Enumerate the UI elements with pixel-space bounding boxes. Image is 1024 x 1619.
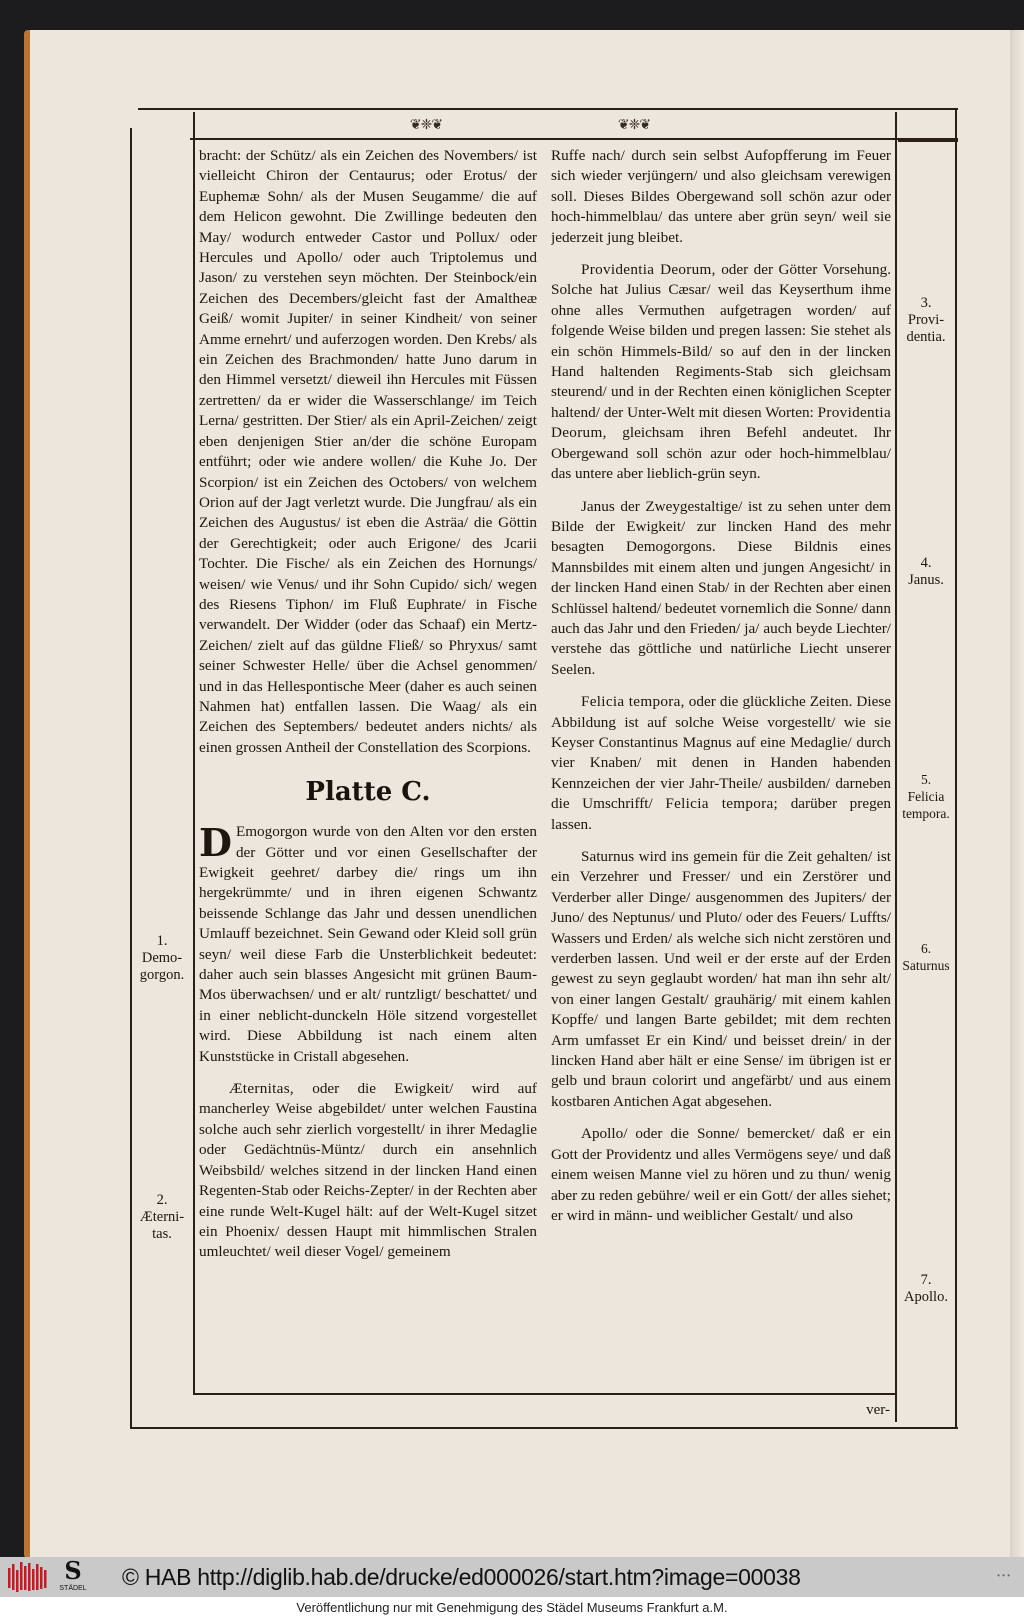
margin-note-label: Apollo.: [904, 1289, 948, 1305]
providentia-heading: Providentia Deorum,: [581, 261, 716, 279]
felicia-text-2: darüber pregen lassen.: [551, 795, 891, 833]
aeternitas-paragraph: [199, 1079, 537, 1263]
staedel-logo-icon: [58, 1558, 88, 1596]
header-ornament-left: ❦❈❦: [409, 117, 443, 133]
margin-note-label: Felicia tempora.: [902, 789, 950, 821]
zodiac-paragraph: bracht: der Schütz/ als ein Zeichen des Novembers/ ist vielleicht Chiron der Centaurus; oder Erotus/ der Euphemæ Sohn/ als der Musen Seugamme/ die auf dem Helicon gewohnt. Die Zwillinge bedeuten den May/ wodurch entweder Castor und Pollux/ oder Hercules und Apollo/ oder auch Triptolemus und Jason/ zu verstehen seyn möchten. Der Steinbock/ein Zeichen des Decembers/gleicht fast der Amaltheæ Geiß/ womit Jupiter/ in seiner Kindheit/ von seiner Amme ernehrt/ und auferzogen worden. Den Krebs/ als ein Zeichen des Brachmonden/ hatte Juno darum in den Himmel versetzt/ dieweil ihn Hercules mit Füssen zertretten/ da er wider die Wasserschlange/ im Teich Lerna/ gestritten. Der Stier/ als ein April-Zeichen/ zeigt eben denjenigen Stier an/der die schöne Europam entführt; oder wie andere wollen/ die Kuhe Jo. Der Scorpion/ ist ein Zeichen des Octobers/ von welchem Orion auf der Jagt verletzt wurde. Die Jungfrau/ als ein Zeichen des Augustus/ ist eben die Asträa/ die Göttin der Gerechtigkeit; oder auch Erigone/ des Jcarii Tochter. Die Fische/ als ein Zeichen des Hornungs/ weisen/ wie Venus/ und ihr Sohn Cupido/ sich/ wegen des Riesens Tiphon/ im Fluß Euphrate/ in Fische verwandelt. Der Widder (oder das Schaaf) ein Mertz-Zeichen/ zielt auf das güldne Fließ/ so Phryxus/ samt seiner Schwester Helle/ über die Achsel genommen/ und in das Hellespontische Meer (daher es auch seinen Nahmen hat) entfallen lassen. Die Waag/ als ein Zeichen des Septembers/ bedeutet anders nichts/ als einen grossen Antheil der Constellation des Scorpions.: [199, 147, 537, 756]
footer-dots: • • •: [997, 1571, 1010, 1580]
providentia-quote: Providentia Deorum,: [551, 403, 891, 442]
demogorgon-paragraph: [199, 822, 537, 1067]
copyright-footer-bar: [0, 1557, 1024, 1597]
demogorgon-text: Emogorgon wurde von den Alten vor den ersten der Götter und vor einen Gesellschafter der Ewigkeit geehret/ darbey die/ rings um ihn hergekrümmte/ und in ihren eigenen Schwantz beissende Schlange das Jahr und dessen unendlichen Umlauff bezeichnet. Sein Gewand oder Kleid soll grün seyn/ weil diese Farb die Unsterblichkeit bedeutet: daher auch sein blasses Angesicht mit grünen Baum-Mos überwachsen/ und er alt/ runtzligt/ beschattet/ und in einer neblicht-dunckeln Höle sitzend vorgestellet wird. Diese Abbildung ist nach einem alten Kunststücke in Cristall abgesehen.: [199, 823, 537, 1065]
drop-cap: D: [199, 820, 232, 866]
margin-note-number: 2.: [156, 1192, 168, 1208]
providentia-text-2: gleichsam ihren Befehl andeutet. Ihr Obergewand soll schön azur oder hoch-himmelblau/ das untere aber lieblich-grün seyn.: [551, 424, 891, 483]
aeternitas-text: oder die Ewigkeit/ wird auf mancherley Weise abgebildet/ unter welchen Faustina solche auch sehr zierlich vorgestellt/ in ihrer Medaglie oder Gedächtnüs-Müntz/ durch ein ansehnlich Weibsbild/ welches sitzend in der lincken Hand einen Regenten-Stab oder Reichs-Zepter/ in der Rechten aber eine runde Welt-Kugel hält: auf der Welt-Kugel sitzet ein Phoenix/ dessen Haupt mit himmlischen Stralen umleuchtet/ weil dieser Vogel/ gemeinem: [199, 1080, 537, 1261]
margin-note-number: 4.: [920, 555, 932, 571]
providentia-text: oder der Götter Vorsehung. Solche hat Julius Cæsar/ weil das Keyserthum ihme ohne alles Vermuthen aufgetragen worden/ auf folgende Weise bilden und pregen lassen: Sie stehet als ein schön Himmels-Bild/ so auf den in der lincken Hand haltenden Regiments-Stab sich gleichsam steurend/ und in der Rechten einen königlichen Scepter haltend/ der Unter-Welt mit diesen Worten:: [551, 261, 891, 421]
providentia-paragraph: [551, 260, 891, 484]
publication-notice: Veröffentlichung nur mit Genehmigung des Städel Museums Frankfurt a.M.: [0, 1597, 1024, 1619]
copyright-url[interactable]: © HAB http://diglib.hab.de/drucke/ed000026/start.htm?image=00038: [122, 1564, 801, 1590]
margin-note-demogorgon: [132, 933, 192, 984]
hab-logo-icon: [6, 1560, 48, 1594]
margin-note-number: 1.: [156, 933, 168, 949]
staedel-logo-name: STÄDEL: [59, 1585, 87, 1592]
page-edge: [1010, 30, 1024, 1560]
margin-note-label: Janus.: [908, 572, 944, 588]
bottom-outer-rule: [130, 1427, 958, 1429]
margin-note-apollo: [896, 1272, 956, 1306]
margin-note-label: Demo- gorgon.: [139, 950, 185, 983]
aeternitas-heading: Æternitas,: [229, 1080, 295, 1098]
apollo-paragraph: Apollo/ oder die Sonne/ bemercket/ daß er ein Gott der Providentz und alles Vermögens seye/ und daß einem weisen Manne viel zu hören und zu thun/ wenig aber zu reden gebühre/ weil er ein Gott/ der alles siehet; er wird in männ- und weiblicher Gestalt/ und also: [551, 1125, 891, 1224]
bottom-rule: [193, 1393, 897, 1395]
margin-note-label: Saturnus: [902, 958, 950, 973]
felicia-quote: Felicia tempora;: [665, 795, 779, 813]
header-ornament-right: ❦❈❦: [617, 117, 651, 133]
margin-note-number: 7.: [920, 1272, 932, 1288]
felicia-heading: Felicia tempora,: [581, 693, 685, 711]
catchword: ver-: [866, 1402, 890, 1418]
margin-note-providentia: [896, 295, 956, 346]
margin-note-saturnus: [896, 940, 956, 974]
right-text-column: [551, 146, 891, 1390]
phoenix-continuation-paragraph: Ruffe nach/ durch sein selbst Aufopfferung im Feuer sich wieder verjüngern/ und also gleichsam verewigen soll. Dieses Bildes Obergewand soll schön azur oder hoch-himmelblau/ das untere aber grün seyn/ weil sie jederzeit jung bleibet.: [551, 147, 891, 246]
saturnus-paragraph: Saturnus wird ins gemein für die Zeit gehalten/ ist ein Verzehrer und Fresser/ und ein Zerstörer und Verderber aller Dinge/ ausgenommen des Jupiters/ der Juno/ des Neptunus/ und Pluto/ oder des Feuers/ Luffts/ Wassers und Erden/ als welche sich nicht zerstören und verderben lassen. Und weil er der erste auf der Erden gewest zu seyn geglaubt worden/ hat man ihn sehr alt/ von einer langen Gestalt/ grauhärig/ mit einem kahlen Kopffe/ und langen Barte gebildet; mit dem rechten Arm umfasset Er ein Kind/ und beisset drein/ in der lincken Hand aber hält er eine Sense/ im übrigen ist er gelb und braun colorirt und angefärbt/ und aus einem kostbaren Antichen Agat abgesehen.: [551, 848, 891, 1110]
left-text-rule: [193, 112, 195, 1394]
margin-note-label: Provi- dentia.: [906, 312, 946, 345]
staedel-logo-letter: S: [64, 1556, 82, 1585]
margin-note-label: Æterni- tas.: [139, 1209, 185, 1242]
felicia-paragraph: [551, 692, 891, 835]
margin-note-number: 5.: [920, 772, 932, 787]
margin-note-aeternitas: [132, 1192, 192, 1243]
right-margin-header-rule: [898, 140, 958, 142]
left-text-column: [199, 146, 537, 1390]
top-rule: [138, 108, 958, 110]
plate-title: Platte C.: [305, 777, 431, 808]
header-rule: [190, 138, 958, 140]
janus-paragraph: Janus der Zweygestaltige/ ist zu sehen unter dem Bilde der Ewigkeit/ zur lincken Hand des mehr besagten Demogorgons. Diese Bildnis eines Mannsbildes mit einem alten und jungen Angesicht/ in der lincken Hand einen Stab/ in der Rechten aber einen Schlüssel haltend/ bedeutet vornemlich die Sonne/ dann auch das Jahr und den Frieden/ ja/ auch beyde Liechter/ verstehe das göttliche und natürliche Liecht unserer Seelen.: [551, 497, 891, 678]
felicia-text: oder die glückliche Zeiten. Diese Abbildung ist auf solche Weise vorgestellt/ wie sie Keyser Constantinus Magnus auf eine Medaglie/ durch vier Knaben/ mit denen in Handen habenden Kennzeichen der vier Jahr-Theile/ ausbilden/ darneben die Umschrifft/: [551, 693, 891, 813]
margin-note-number: 3.: [920, 295, 932, 311]
margin-note-felicia: [896, 771, 956, 822]
margin-note-number: 6.: [920, 941, 932, 956]
margin-note-janus: [896, 555, 956, 589]
